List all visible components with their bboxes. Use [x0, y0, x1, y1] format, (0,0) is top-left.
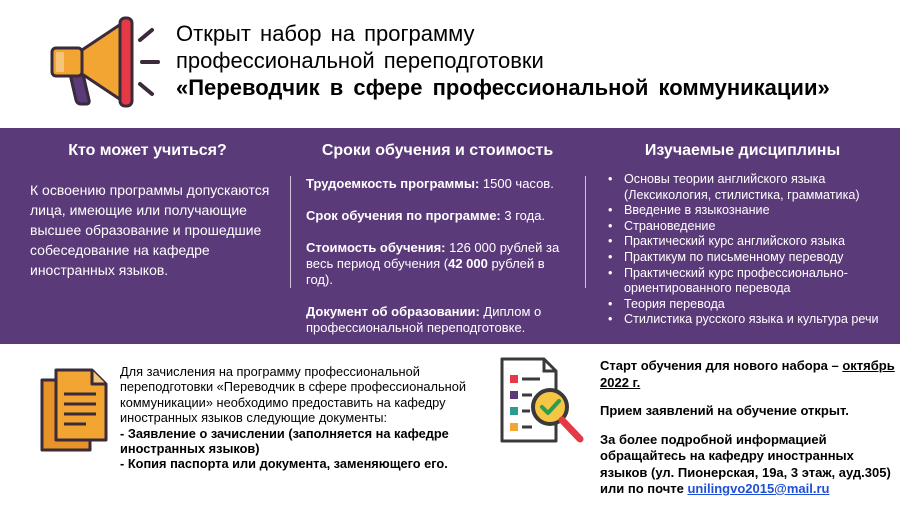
contact-info: За более подробной информацией обращайтесь на кафедру иностранных языков (ул. Пионерская, 19а, 3 этаж, ауд.305) или по почте unilingvo2015@mail.ru [600, 431, 891, 496]
terms-heading: Сроки обучения и стоимость [321, 142, 554, 159]
column-divider [585, 176, 586, 288]
email-link[interactable]: unilingvo2015@mail.ru [687, 481, 830, 496]
required-document: - Копия паспорта или документа, заменяющего его. [120, 456, 448, 472]
enrollment-requirements [120, 364, 480, 472]
enrollment-intro: Для зачисления на программу профессиональной переподготовки «Переводчик в сфере профессиональной коммуникации» необходимо предоставить на кафедру иностранных языков следующие документы: [120, 364, 466, 426]
documents-icon [38, 366, 110, 454]
duration: Срок обучения по программе: 3 года. [306, 208, 546, 223]
list-item: • Практический курс профессионально-ориентированного перевода [606, 266, 896, 297]
who-text: К освоению программы допускаются лица, имеющие или получающие высшее образование и прошедшие собеседование на кафедре иностранных языков. [30, 182, 270, 278]
disciplines-heading: Изучаемые дисциплины [644, 142, 841, 159]
certificate: Документ об образовании: Диплом о профессиональной переподготовке. [306, 304, 542, 335]
cost: Стоимость обучения: 126 000 рублей за весь период обучения (42 000 рублей в год). [306, 240, 560, 287]
title-line-2: профессиональной переподготовки [176, 48, 544, 73]
program-name: «Переводчик в сфере профессиональной коммуникации» [176, 75, 830, 100]
header [0, 0, 900, 126]
list-item: • Страноведение [606, 219, 896, 235]
list-item: • Введение в языкознание [606, 203, 896, 219]
info-band [0, 128, 900, 344]
disciplines-list [606, 172, 896, 328]
applications-open: Прием заявлений на обучение открыт. [600, 403, 849, 418]
list-item: • Теория перевода [606, 297, 896, 313]
column-divider [290, 176, 291, 288]
terms-list [306, 176, 568, 352]
required-document: - Заявление о зачислении (заполняется на кафедре иностранных языков) [120, 425, 449, 457]
megaphone-icon [46, 14, 166, 110]
workload: Трудоемкость программы: 1500 часов. [306, 176, 554, 191]
list-item: • Практикум по письменному переводу [606, 250, 896, 266]
list-item: • Основы теории английского языка (Лексикология, стилистика, грамматика) [606, 172, 896, 203]
list-item: • Практический курс английского языка [606, 234, 896, 250]
enrollment-info [600, 358, 895, 506]
announcement-title [176, 20, 891, 101]
title-line-1: Открыт набор на программу [176, 21, 475, 46]
start-date: Старт обучения для нового набора – октябрь 2022 г. [600, 358, 895, 390]
who-heading: Кто может учиться? [68, 142, 227, 159]
list-item: • Стилистика русского языка и культура речи [606, 312, 896, 328]
checklist-magnifier-icon [498, 355, 586, 447]
